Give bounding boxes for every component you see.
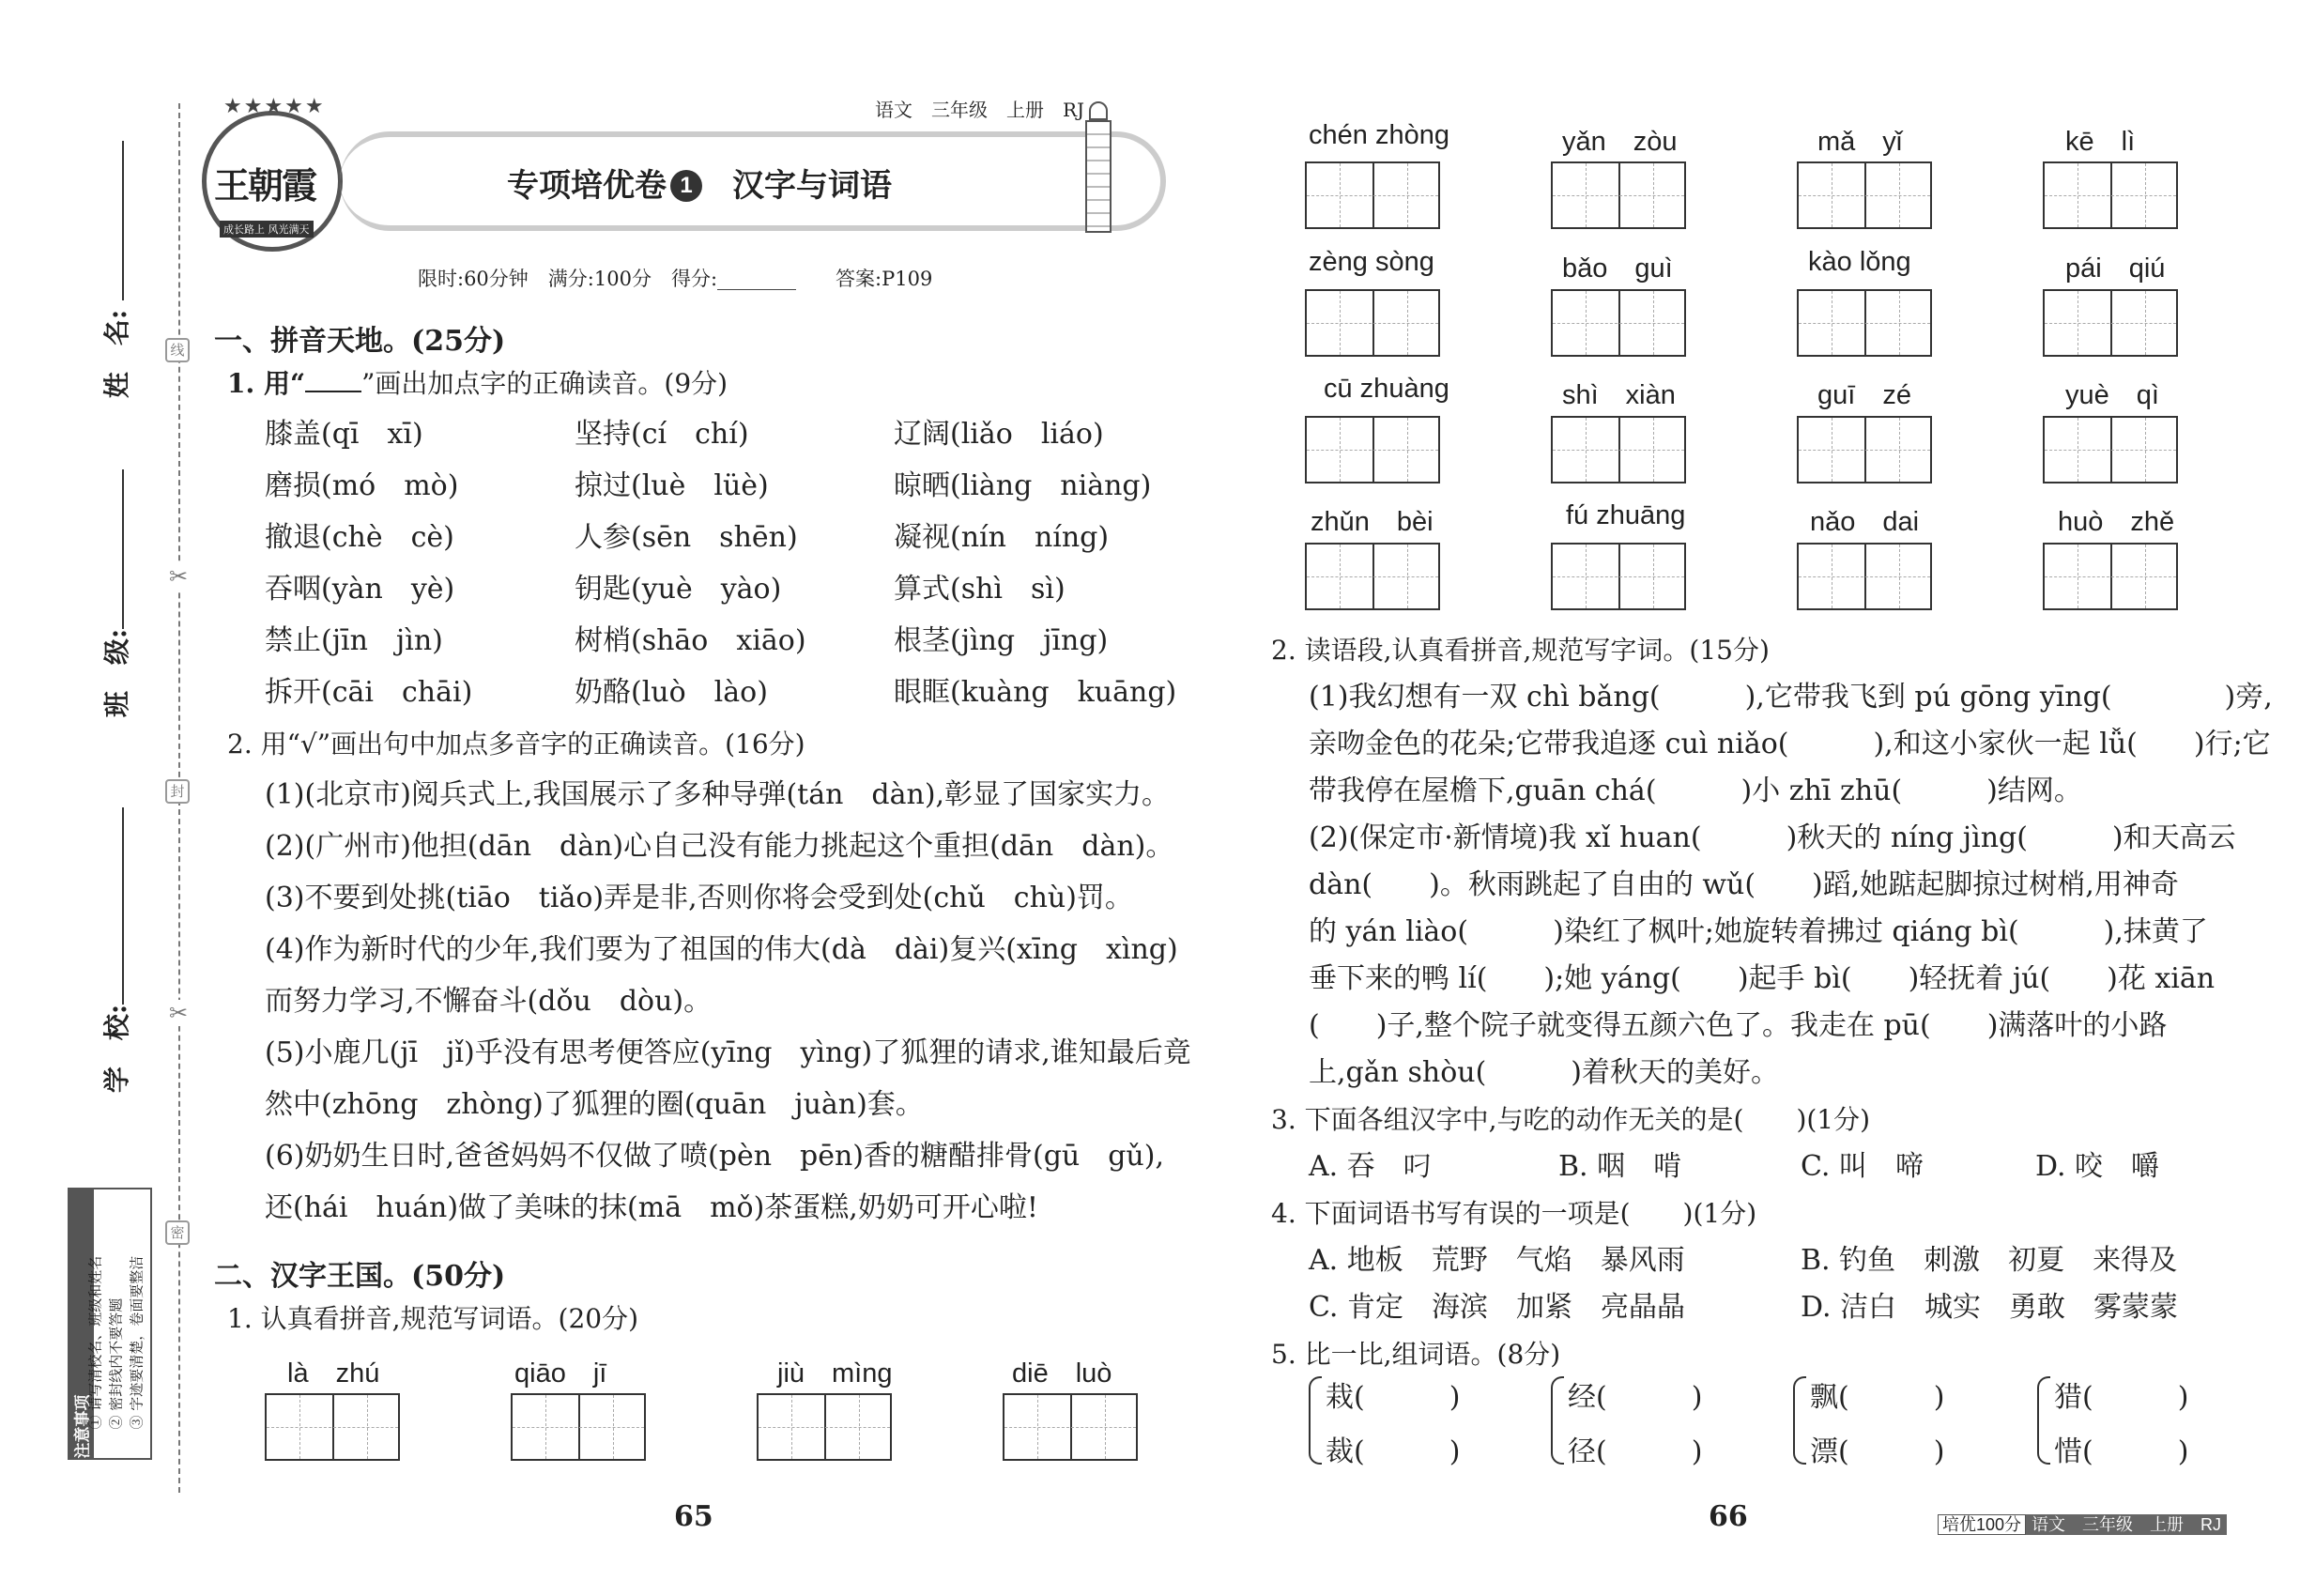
reading-item[interactable]: 撤退(chè cè) xyxy=(265,521,454,554)
reading-item[interactable]: 钥匙(yuè yào) xyxy=(575,573,782,606)
s2-q4-prompt: 4. 下面词语书写有误的一项是( )(1分) xyxy=(1271,1198,1757,1229)
name-label: 姓 名: xyxy=(101,309,133,399)
s2-q2-line[interactable]: 上,gǎn shòu( )着秋天的美好。 xyxy=(1309,1056,1779,1089)
seal-mark-2: 封 xyxy=(165,779,190,804)
compare-word[interactable]: 猎( ) xyxy=(2054,1381,2189,1414)
s2-q2-line[interactable]: 亲吻金色的花朵;它带我追逐 cuì niǎo( ),和这小家伙一起 lǚ( )行;它 xyxy=(1309,728,2271,760)
pinyin-label: zhǔn bèi xyxy=(1311,507,1434,537)
writing-grid[interactable] xyxy=(1797,543,1932,610)
option[interactable]: D. 洁白 城实 勇敢 雾蒙蒙 xyxy=(1801,1291,2179,1324)
pinyin-label: kào lǒng xyxy=(1808,247,1911,277)
compare-word[interactable]: 漂( ) xyxy=(1810,1435,1945,1468)
pinyin-label: yǎn zòu xyxy=(1562,127,1678,157)
reading-item[interactable]: 晾晒(liàng niàng) xyxy=(894,469,1152,502)
writing-grid[interactable] xyxy=(1551,289,1686,357)
q1-prompt xyxy=(227,368,728,400)
pinyin-label: huò zhě xyxy=(2058,507,2175,537)
lighthouse-icon xyxy=(1080,101,1117,233)
writing-grid[interactable] xyxy=(265,1393,400,1461)
writing-grid[interactable] xyxy=(1551,416,1686,483)
class-label: 班 级: xyxy=(101,628,133,718)
writing-grid[interactable] xyxy=(2043,161,2178,229)
title-prefix: 专项培优卷 xyxy=(507,168,667,204)
pinyin-label: mǎ yǐ xyxy=(1817,127,1903,157)
pinyin-label: fú zhuāng xyxy=(1566,500,1686,530)
writing-grid[interactable] xyxy=(757,1393,892,1461)
reading-item[interactable]: 禁止(jīn jìn) xyxy=(265,624,443,657)
page-number-left: 65 xyxy=(674,1500,713,1533)
compare-word[interactable]: 裁( ) xyxy=(1326,1435,1461,1468)
pinyin-label: pái qiú xyxy=(2065,253,2166,284)
q2-line[interactable]: 还(hái huán)做了美味的抹(mā mǒ)茶蛋糕,奶奶可开心啦! xyxy=(265,1191,1038,1224)
title-main: 汉字与词语 xyxy=(732,168,892,204)
writing-grid[interactable] xyxy=(511,1393,646,1461)
reading-item[interactable]: 拆开(cāi chāi) xyxy=(265,676,473,709)
option[interactable]: B. 咽 啃 xyxy=(1558,1150,1682,1183)
pinyin-label: bǎo guì xyxy=(1562,253,1673,284)
page-title xyxy=(507,160,892,206)
writing-grid[interactable] xyxy=(1797,416,1932,483)
writing-grid[interactable] xyxy=(1305,289,1440,357)
school-label: 学 校: xyxy=(101,1004,133,1094)
compare-word[interactable]: 惜( ) xyxy=(2054,1435,2189,1468)
writing-grid[interactable] xyxy=(1797,161,1932,229)
pinyin-label: qiāo jī xyxy=(514,1358,607,1389)
reading-item[interactable]: 凝视(nín níng) xyxy=(894,521,1110,554)
compare-word[interactable]: 栽( ) xyxy=(1326,1381,1461,1414)
name-field[interactable] xyxy=(101,141,160,399)
s2-q2-line[interactable]: dàn( )。秋雨跳起了自由的 wǔ( )蹈,她踮起脚掠过树梢,用神奇 xyxy=(1309,868,2179,901)
writing-grid[interactable] xyxy=(1551,543,1686,610)
s2-q2-line[interactable]: 垂下来的鸭 lí( );她 yáng( )起手 bì( )轻抚着 jú( )花 xiān xyxy=(1309,962,2216,995)
class-field[interactable] xyxy=(101,469,160,718)
brace-icon xyxy=(1793,1376,1806,1465)
pinyin-label: jiù mìng xyxy=(777,1358,893,1389)
writing-grid[interactable] xyxy=(1305,161,1440,229)
q2-line[interactable]: (3)不要到处挑(tiāo tiǎo)弄是非,否则你将会受到处(chǔ chù)罚。 xyxy=(265,882,1133,914)
s2-q1-prompt: 1. 认真看拼音,规范写词语。(20分) xyxy=(227,1303,638,1334)
pinyin-label: cū zhuàng xyxy=(1324,374,1449,404)
scissors-icon: ✂ xyxy=(169,1000,189,1026)
s2-q2-line[interactable]: 的 yán liào( )染红了枫叶;她旋转着拂过 qiáng bì( ),抹黄了 xyxy=(1309,915,2208,948)
reading-item[interactable]: 坚持(cí chí) xyxy=(575,418,749,451)
option[interactable]: A. 吞 叼 xyxy=(1309,1150,1432,1183)
reading-item[interactable]: 奶酪(luò lào) xyxy=(575,676,768,709)
pinyin-label: guī zé xyxy=(1817,380,1911,410)
option[interactable]: A. 地板 荒野 气焰 暴风雨 xyxy=(1309,1244,1685,1277)
writing-grid[interactable] xyxy=(1551,161,1686,229)
q2-line[interactable]: (1)(北京市)阅兵式上,我国展示了多种导弹(tán dàn),彰显了国家实力。 xyxy=(265,778,1171,811)
writing-grid[interactable] xyxy=(2043,416,2178,483)
q2-line[interactable]: 然中(zhōng zhòng)了狐狸的圈(quān juàn)套。 xyxy=(265,1088,924,1121)
s2-q5-prompt: 5. 比一比,组词语。(8分) xyxy=(1271,1339,1561,1370)
pinyin-label: là zhú xyxy=(287,1358,380,1389)
compare-word[interactable]: 径( ) xyxy=(1568,1435,1703,1468)
writing-grid[interactable] xyxy=(1305,416,1440,483)
subject-meta: 语文 三年级 上册 RJ xyxy=(875,99,1085,121)
writing-grid[interactable] xyxy=(1305,543,1440,610)
pinyin-label: zèng sòng xyxy=(1309,247,1434,277)
pinyin-label: shì xiàn xyxy=(1562,380,1676,410)
notice-box xyxy=(68,1188,152,1460)
page-number-right: 66 xyxy=(1709,1500,1748,1533)
reading-item[interactable]: 眼眶(kuàng kuāng) xyxy=(894,676,1177,709)
writing-grid[interactable] xyxy=(2043,543,2178,610)
seal-mark-1: 线 xyxy=(165,338,190,362)
section2-title: 二、汉字王国。(50分) xyxy=(214,1260,506,1293)
option[interactable]: B. 钓鱼 刺激 初夏 来得及 xyxy=(1801,1244,2178,1277)
reading-item[interactable]: 掠过(luè lüè) xyxy=(575,469,769,502)
option[interactable]: D. 咬 嚼 xyxy=(2035,1150,2160,1183)
q2-prompt: 2. 用“√”画出句中加点多音字的正确读音。(16分) xyxy=(227,729,805,760)
reading-item[interactable]: 算式(shì sì) xyxy=(894,573,1066,606)
compare-word[interactable]: 飘( ) xyxy=(1810,1381,1945,1414)
brace-icon xyxy=(1309,1376,1322,1465)
option[interactable]: C. 叫 啼 xyxy=(1801,1150,1924,1183)
logo-text: 王朝霞 xyxy=(214,164,316,207)
reading-item[interactable]: 辽阔(liǎo liáo) xyxy=(894,418,1104,451)
series-tag: 培优100分 xyxy=(1938,1514,2026,1535)
reading-item[interactable]: 磨损(mó mò) xyxy=(265,469,459,502)
option[interactable]: C. 肯定 海滨 加紧 亮晶晶 xyxy=(1309,1291,1685,1324)
notice-title: 注意事项 xyxy=(73,1394,93,1459)
brace-icon xyxy=(1551,1376,1564,1465)
q2-line[interactable]: (5)小鹿几(jī jǐ)乎没有思考便答应(yīng yìng)了狐狸的请求,谁知最后竟 xyxy=(265,1036,1191,1069)
reading-item[interactable]: 膝盖(qī xī) xyxy=(265,418,423,451)
reading-item[interactable]: 人参(sēn shēn) xyxy=(575,521,798,554)
s2-q3-prompt: 3. 下面各组汉字中,与吃的动作无关的是( )(1分) xyxy=(1271,1104,1871,1135)
q2-line[interactable]: (6)奶奶生日时,爸爸妈妈不仅做了喷(pèn pēn)香的糖醋排骨(gū gǔ), xyxy=(265,1140,1164,1173)
section1-title: 一、拼音天地。(25分) xyxy=(214,325,506,358)
logo xyxy=(202,95,343,252)
q1-prompt-start: 1. 用“ xyxy=(227,368,306,399)
reading-item[interactable]: 根茎(jìng jīng) xyxy=(894,624,1109,657)
brace-icon xyxy=(2037,1376,2050,1465)
reading-item[interactable]: 吞咽(yàn yè) xyxy=(265,573,455,606)
q2-line[interactable]: 而努力学习,不懈奋斗(dǒu dòu)。 xyxy=(265,985,713,1018)
notice-item: ③ 字迹要清楚，卷面要整洁 xyxy=(128,1255,146,1430)
notice-item: ① 请写清校名、班级和姓名 xyxy=(86,1255,104,1430)
underline-mark xyxy=(305,370,361,392)
title-number: 1 xyxy=(670,170,702,202)
pinyin-label: yuè qì xyxy=(2065,380,2159,410)
series-info: 语文 三年级 上册 RJ xyxy=(2026,1514,2227,1535)
q1-prompt-end: ”画出加点字的正确读音。(9分) xyxy=(361,368,728,399)
pinyin-label: chén zhòng xyxy=(1309,120,1449,150)
writing-grid[interactable] xyxy=(1003,1393,1138,1461)
q2-line[interactable]: (2)(广州市)他担(dān dàn)心自己没有能力挑起这个重担(dān dàn)。 xyxy=(265,830,1174,863)
exam-info: 限时:60分钟 满分:100分 得分:________ 答案:P109 xyxy=(418,268,933,290)
s2-q2-line[interactable]: (1)我幻想有一双 chì bǎng( ),它带我飞到 pú gōng yīng( )旁, xyxy=(1309,681,2273,714)
notice-item: ② 密封线内不要答题 xyxy=(107,1297,125,1430)
writing-grid[interactable] xyxy=(1797,289,1932,357)
logo-subtext: 成长路上 风光满天 xyxy=(220,221,314,238)
writing-grid[interactable] xyxy=(2043,289,2178,357)
pinyin-label: diē luò xyxy=(1012,1358,1112,1389)
s2-q2-line[interactable]: 带我停在屋檐下,guān chá( )小 zhī zhū( )结网。 xyxy=(1309,775,2082,807)
s2-q2-line[interactable]: ( )子,整个院子就变得五颜六色了。我走在 pū( )满落叶的小路 xyxy=(1309,1009,2168,1042)
series-footer xyxy=(1938,1512,2227,1536)
reading-item[interactable]: 树梢(shāo xiāo) xyxy=(575,624,806,657)
pinyin-label: nǎo dai xyxy=(1810,507,1920,537)
scissors-icon: ✂ xyxy=(169,563,189,590)
star-icon: ★★★★★ xyxy=(223,95,326,118)
compare-word[interactable]: 经( ) xyxy=(1568,1381,1703,1414)
seal-mark-3: 密 xyxy=(165,1220,190,1245)
school-field[interactable] xyxy=(101,807,160,1094)
s2-q2-line[interactable]: (2)(保定市·新情境)我 xǐ huan( )秋天的 níng jìng( )和天高云 xyxy=(1309,821,2236,854)
s2-q2-prompt: 2. 读语段,认真看拼音,规范写字词。(15分) xyxy=(1271,635,1770,666)
q2-line[interactable]: (4)作为新时代的少年,我们要为了祖国的伟大(dà dài)复兴(xīng xìng) xyxy=(265,933,1178,966)
pinyin-label: kē lì xyxy=(2065,127,2136,157)
